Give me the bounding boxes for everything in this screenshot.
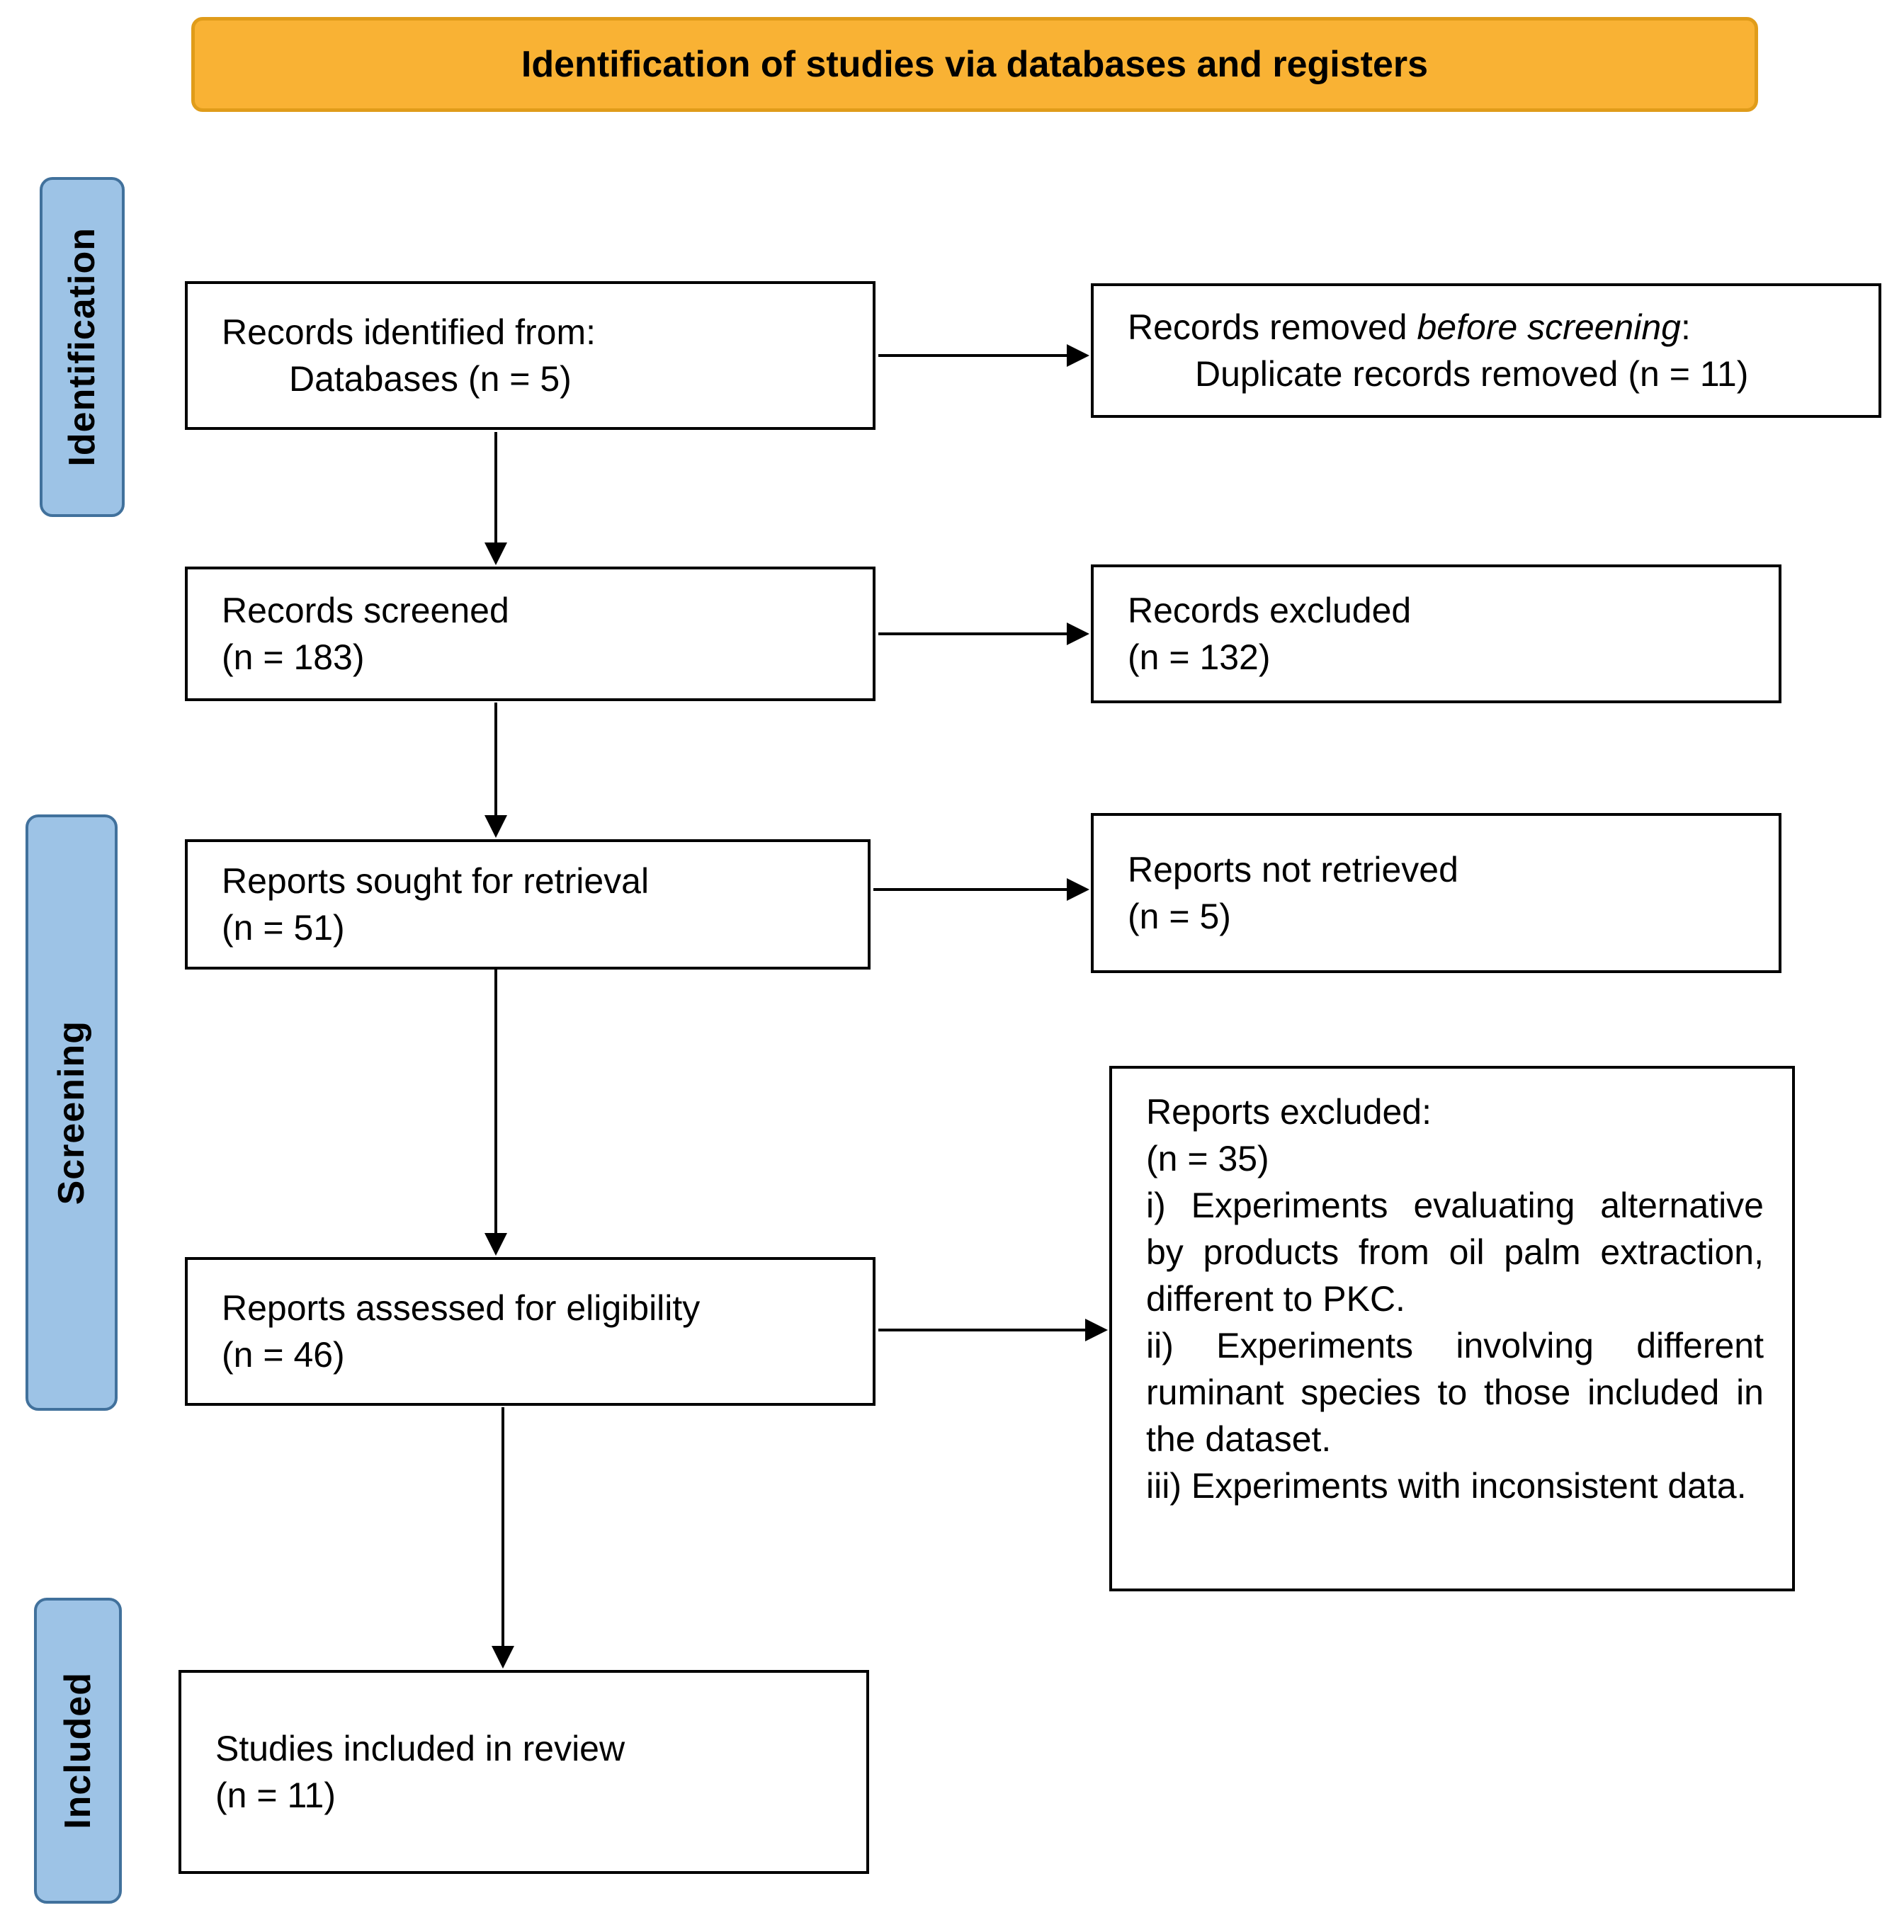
banner-title-text: Identification of studies via databases and registers	[521, 44, 1429, 85]
stage-label-screening	[26, 814, 118, 1411]
records-screened-line1: Records screened	[222, 591, 509, 630]
banner-title	[191, 17, 1758, 112]
box-records-excluded	[1091, 564, 1781, 703]
box-records-identified	[185, 281, 876, 430]
reports-excluded-item1: i) Experiments evaluating alternative by products from oil palm extraction, different to PKC.	[1146, 1186, 1764, 1319]
stage-label-included	[34, 1598, 122, 1904]
records-removed-suffix: :	[1680, 307, 1691, 347]
records-removed-italic: before screening	[1417, 307, 1681, 347]
records-excluded-line1: Records excluded	[1128, 591, 1412, 630]
reports-assessed-line1: Reports assessed for eligibility	[222, 1288, 701, 1328]
stage-identification-text: Identification	[62, 227, 103, 467]
box-reports-not-retrieved	[1091, 813, 1781, 973]
reports-sought-line1: Reports sought for retrieval	[222, 861, 650, 901]
records-identified-line1: Records identified from:	[222, 312, 596, 352]
reports-not-retrieved-line2: (n = 5)	[1128, 897, 1231, 936]
reports-excluded-line1: Reports excluded:	[1146, 1092, 1432, 1132]
reports-excluded-line2: (n = 35)	[1146, 1139, 1269, 1178]
reports-assessed-line2: (n = 46)	[222, 1335, 345, 1375]
reports-sought-line2: (n = 51)	[222, 908, 345, 948]
reports-excluded-item3: iii) Experiments with inconsistent data.	[1146, 1466, 1747, 1506]
box-reports-sought	[185, 839, 871, 970]
reports-excluded-item2: ii) Experiments involving different ruminant species to those included in the dataset.	[1146, 1326, 1764, 1459]
records-excluded-line2: (n = 132)	[1128, 637, 1271, 677]
stage-label-identification	[40, 177, 125, 517]
studies-included-line1: Studies included in review	[215, 1729, 625, 1768]
studies-included-line2: (n = 11)	[215, 1775, 336, 1815]
box-studies-included	[178, 1670, 869, 1874]
reports-not-retrieved-line1: Reports not retrieved	[1128, 850, 1458, 890]
stage-included-text: Included	[57, 1672, 98, 1829]
records-removed-prefix: Records removed	[1128, 307, 1417, 347]
box-records-removed	[1091, 283, 1881, 418]
box-records-screened	[185, 567, 876, 701]
records-screened-line2: (n = 183)	[222, 637, 365, 677]
records-identified-line2: Databases (n = 5)	[289, 359, 572, 399]
records-removed-line2: Duplicate records removed (n = 11)	[1195, 354, 1749, 394]
stage-screening-text: Screening	[51, 1020, 92, 1205]
box-reports-excluded	[1109, 1066, 1795, 1591]
box-reports-assessed	[185, 1257, 876, 1406]
records-removed-line1	[1128, 304, 1850, 351]
